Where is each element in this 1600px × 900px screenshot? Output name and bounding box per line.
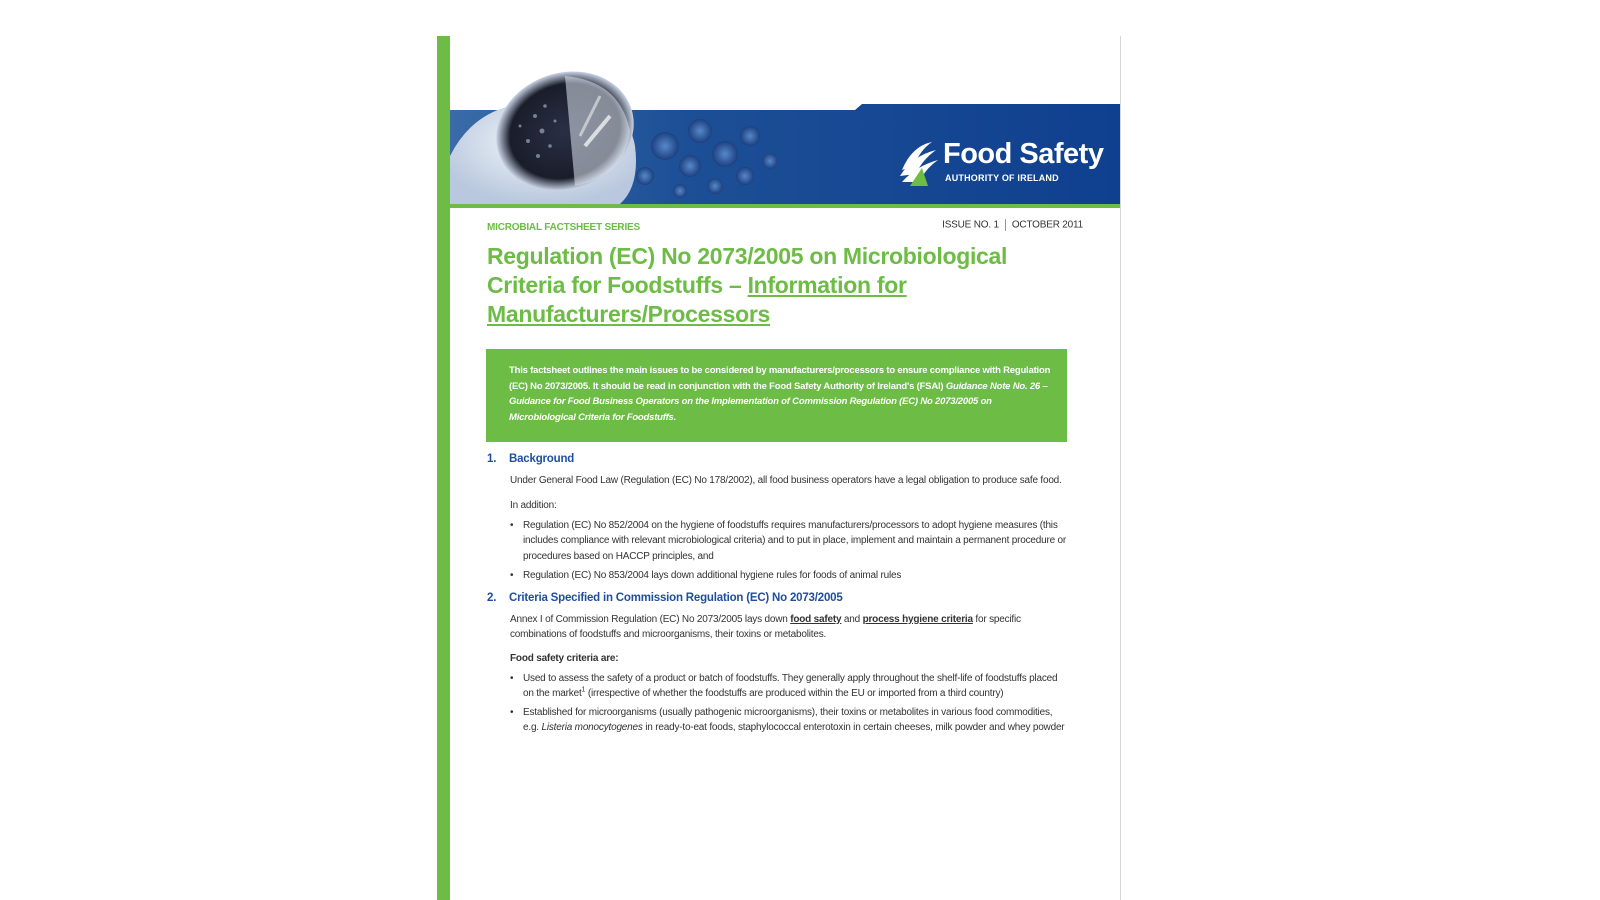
section-2-para — [510, 612, 1067, 643]
series-label: MICROBIAL FACTSHEET SERIES — [487, 222, 640, 233]
list-item: • Regulation (EC) No 853/2004 lays down additional hygiene rules for foods of animal rules — [510, 568, 1067, 584]
footnote-marker[interactable]: 1 — [581, 686, 586, 694]
logo-title: Food Safety — [943, 138, 1104, 170]
section-1-number: 1. — [487, 453, 497, 465]
main-content — [487, 452, 1067, 739]
section-2-para-text-c: for specific combinations of foodstuffs and microorganisms, their toxins or metabolites. — [510, 613, 1021, 641]
document-title — [487, 242, 1067, 329]
fsai-logo — [898, 138, 1104, 190]
section-2-para-text-b: and — [841, 613, 863, 625]
issue-info — [942, 219, 1083, 231]
title-line-1: Regulation (EC) No 2073/2005 on Microbiological — [487, 243, 1008, 269]
bullet-2-species: Listeria monocytogenes — [541, 722, 643, 734]
title-link-part-1[interactable]: Information for — [747, 272, 907, 298]
list-item — [510, 671, 1067, 702]
fsai-logo-icon — [898, 140, 940, 188]
section-1-heading — [487, 452, 1067, 468]
section-1-bullets — [487, 518, 1067, 583]
title-line-2-prefix: Criteria for Foodstuffs – — [487, 272, 748, 298]
title-link-part-2[interactable]: Manufacturers/Processors — [487, 301, 770, 327]
logo-subtitle: AUTHORITY OF IRELAND — [945, 173, 1059, 183]
intro-box — [486, 349, 1067, 442]
section-2-para-text-a: Annex I of Commission Regulation (EC) No 2073/2005 lays down — [510, 613, 791, 625]
bullet-2-text-a: Established for microorganisms (usually pathogenic microorganisms), their toxins or metabolites in various food commodities, e.g. — [523, 706, 1053, 734]
section-1-para-1: Under General Food Law (Regulation (EC) No 178/2002), all food business operators have a legal obligation to produce safe food. — [510, 474, 1062, 486]
section-2-heading — [487, 591, 1067, 607]
title-line-2 — [487, 271, 1067, 300]
issue-number: ISSUE NO. 1 — [942, 219, 999, 231]
bullet-2-text-b: in ready-to-eat foods, staphylococcal enterotoxin in certain cheeses, milk powder and whey powder — [642, 722, 1065, 734]
section-1-para-2: In addition: — [510, 500, 557, 512]
food-safety-link[interactable]: food safety — [790, 613, 842, 625]
issue-separator — [1005, 219, 1006, 231]
list-item: • Regulation (EC) No 852/2004 on the hygiene of foodstuffs requires manufacturers/processors to adopt hygiene measures (this includes compliance with relevant microbiological criteria) and to put in place, implement and maintain a permanent procedure or procedures based on HACCP principles, and — [510, 518, 1067, 565]
section-1-title: Background — [509, 453, 575, 465]
list-item — [510, 705, 1067, 736]
document-page — [437, 36, 1121, 900]
green-side-strip — [437, 36, 450, 900]
food-safety-criteria-subheading: Food safety criteria are: — [510, 652, 619, 664]
section-2-title: Criteria Specified in Commission Regulation (EC) No 2073/2005 — [509, 592, 843, 605]
bullet-1-text-a: Used to assess the safety of a product or batch of foodstuffs. They generally apply throughout the shelf-life of foodstuffs placed on the market — [523, 672, 1058, 700]
section-2-number: 2. — [487, 592, 497, 605]
issue-date: OCTOBER 2011 — [1011, 219, 1083, 231]
process-hygiene-criteria-link[interactable]: process hygiene criteria — [862, 613, 973, 625]
intro-guidance-title: Guidance Note No. 26 – Guidance for Food Business Operators on the Implementation of Commission Regulation (EC) No 2073/2005 on Microbiological Criteria for Foodstuffs. — [509, 380, 1048, 423]
section-2-bullets — [487, 671, 1067, 736]
bullet-1-text-b: (irrespective of whether the foodstuffs are produced within the EU or imported from a third country) — [585, 688, 1004, 700]
header-banner — [450, 36, 1120, 212]
intro-text: This factsheet outlines the main issues to be considered by manufacturers/processors to ensure compliance with Regulation (EC) No 2073/2005. It should be read in conjunction with the Food Safety Authority of Ireland's (FSAI) — [509, 365, 1051, 392]
